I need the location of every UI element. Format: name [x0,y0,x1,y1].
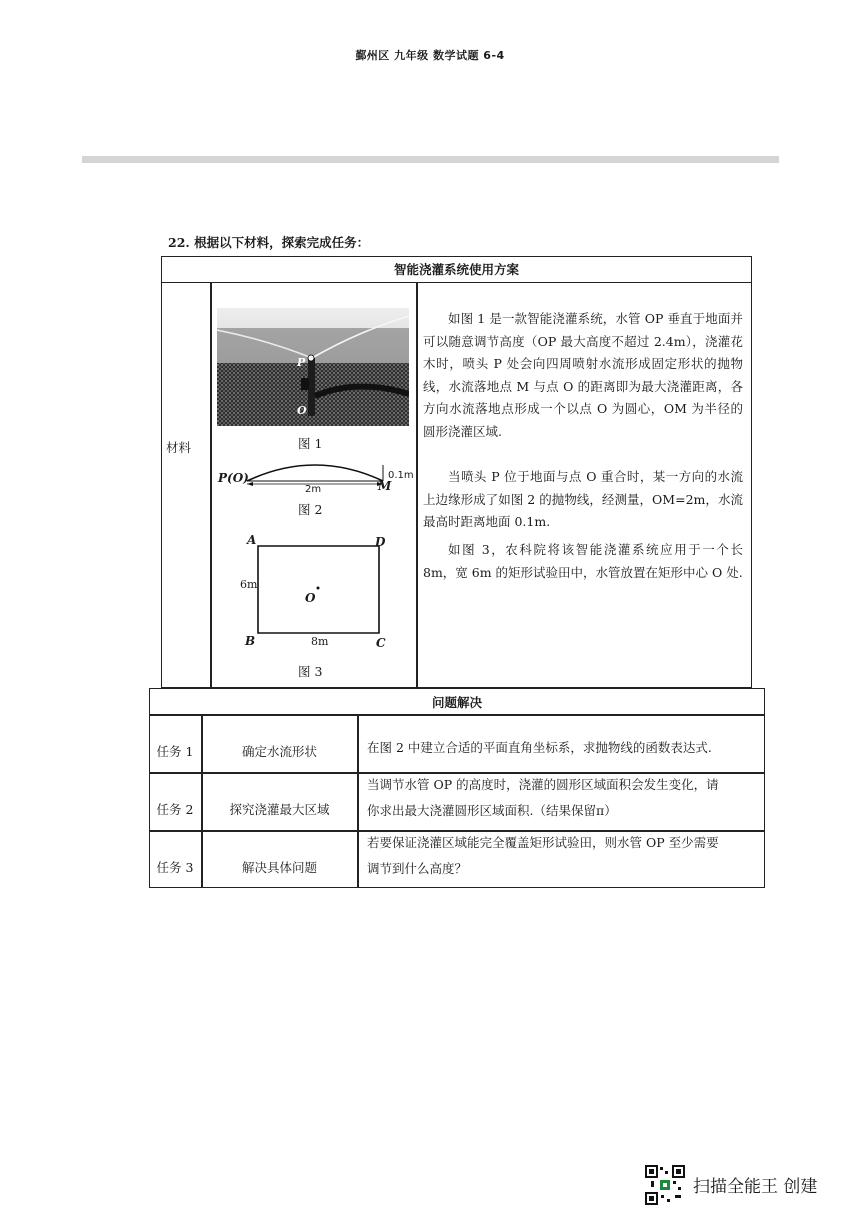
task1-name: 确定水流形状 [241,744,317,759]
question-number: 22. 根据以下材料，探索完成任务： [168,235,370,250]
figure3-label-c: C [376,636,386,650]
figure-col-divider [416,283,418,688]
figure2-label-p: P(O) [218,471,249,485]
material-paragraph-3: 如图 3，农科院将该智能浇灌系统应用于一个长 8m，宽 6m 的矩形试验田中，水管放置在矩形中心 O 处. [423,542,743,580]
figure3-rectangle-diagram [250,540,390,640]
figure1-photo [217,308,409,426]
figure3-label-d: D [375,535,386,549]
qr-code-icon [645,1165,685,1205]
task2-text-line-2: 你求出最大浇灌圆形区域面积.（结果保留π） [367,803,617,818]
figure3-label-height: 6m [240,578,258,591]
task3-name: 解决具体问题 [241,860,317,875]
page-header-title: 鄞州区 九年级 数学试题 6-4 [355,49,505,62]
material-label: 材料 [166,440,192,455]
figure1-label-o: O [297,404,307,417]
figure2-label-m: M [378,479,392,493]
figure3-label-o: O [305,591,316,605]
task3-text-line-2: 调节到什么高度？ [367,861,468,876]
irrigation-photo-image [217,308,409,426]
figure3-label-a: A [247,533,257,547]
figure1-caption: 图 1 [298,436,323,451]
task2-name: 探究浇灌最大区域 [229,802,330,817]
figure3-caption: 图 3 [298,664,323,679]
figure3-label-b: B [245,634,256,648]
task-col-divider-2 [357,714,359,888]
task2-text-line-1: 当调节水管 OP 的高度时，浇灌的圆形区域面积会发生变化，请 [367,777,719,792]
figure2-label-height: 0.1m [388,470,414,481]
material-paragraph-2: 当喷头 P 位于地面与点 O 重合时，某一方向的水流上边缘形成了如图 2 的抛物线，经测量，OM=2m，水流最高时距离地面 0.1m. [423,469,743,529]
scheme-title: 智能浇灌系统使用方案 [393,262,519,277]
task2-label: 任务 2 [156,802,194,817]
figure2-caption: 图 2 [298,502,323,517]
problem-header-divider [149,714,765,716]
header-divider-bar [82,156,779,163]
material-col-divider [210,283,212,688]
problem-header: 问题解决 [431,695,482,710]
figure2-label-span: 2m [305,484,322,495]
task3-label: 任务 3 [156,860,194,875]
task1-text-line-1: 在图 2 中建立合适的平面直角坐标系，求抛物线的函数表达式. [367,740,712,755]
material-paragraph-1: 如图 1 是一款智能浇灌系统，水管 OP 垂直于地面并可以随意调节高度（OP 最大高度不超过 2.4m），浇灌花木时，喷头 P 处会向四周喷射水流形成固定形状的抛物线，水流落地点 M 与点 O 的距离即为最大浇灌距离，各方向水流落地点形成一个以点 O 为圆心，OM 为半径的圆形浇灌区域. [423,311,743,439]
scanner-watermark-text: 扫描全能王 创建 [693,1177,818,1197]
figure1-label-p: P [297,356,306,369]
task3-text-line-1: 若要保证浇灌区域能完全覆盖矩形试验田，则水管 OP 至少需要 [367,835,719,850]
task1-label: 任务 1 [156,744,194,759]
figure3-label-width: 8m [311,635,329,648]
